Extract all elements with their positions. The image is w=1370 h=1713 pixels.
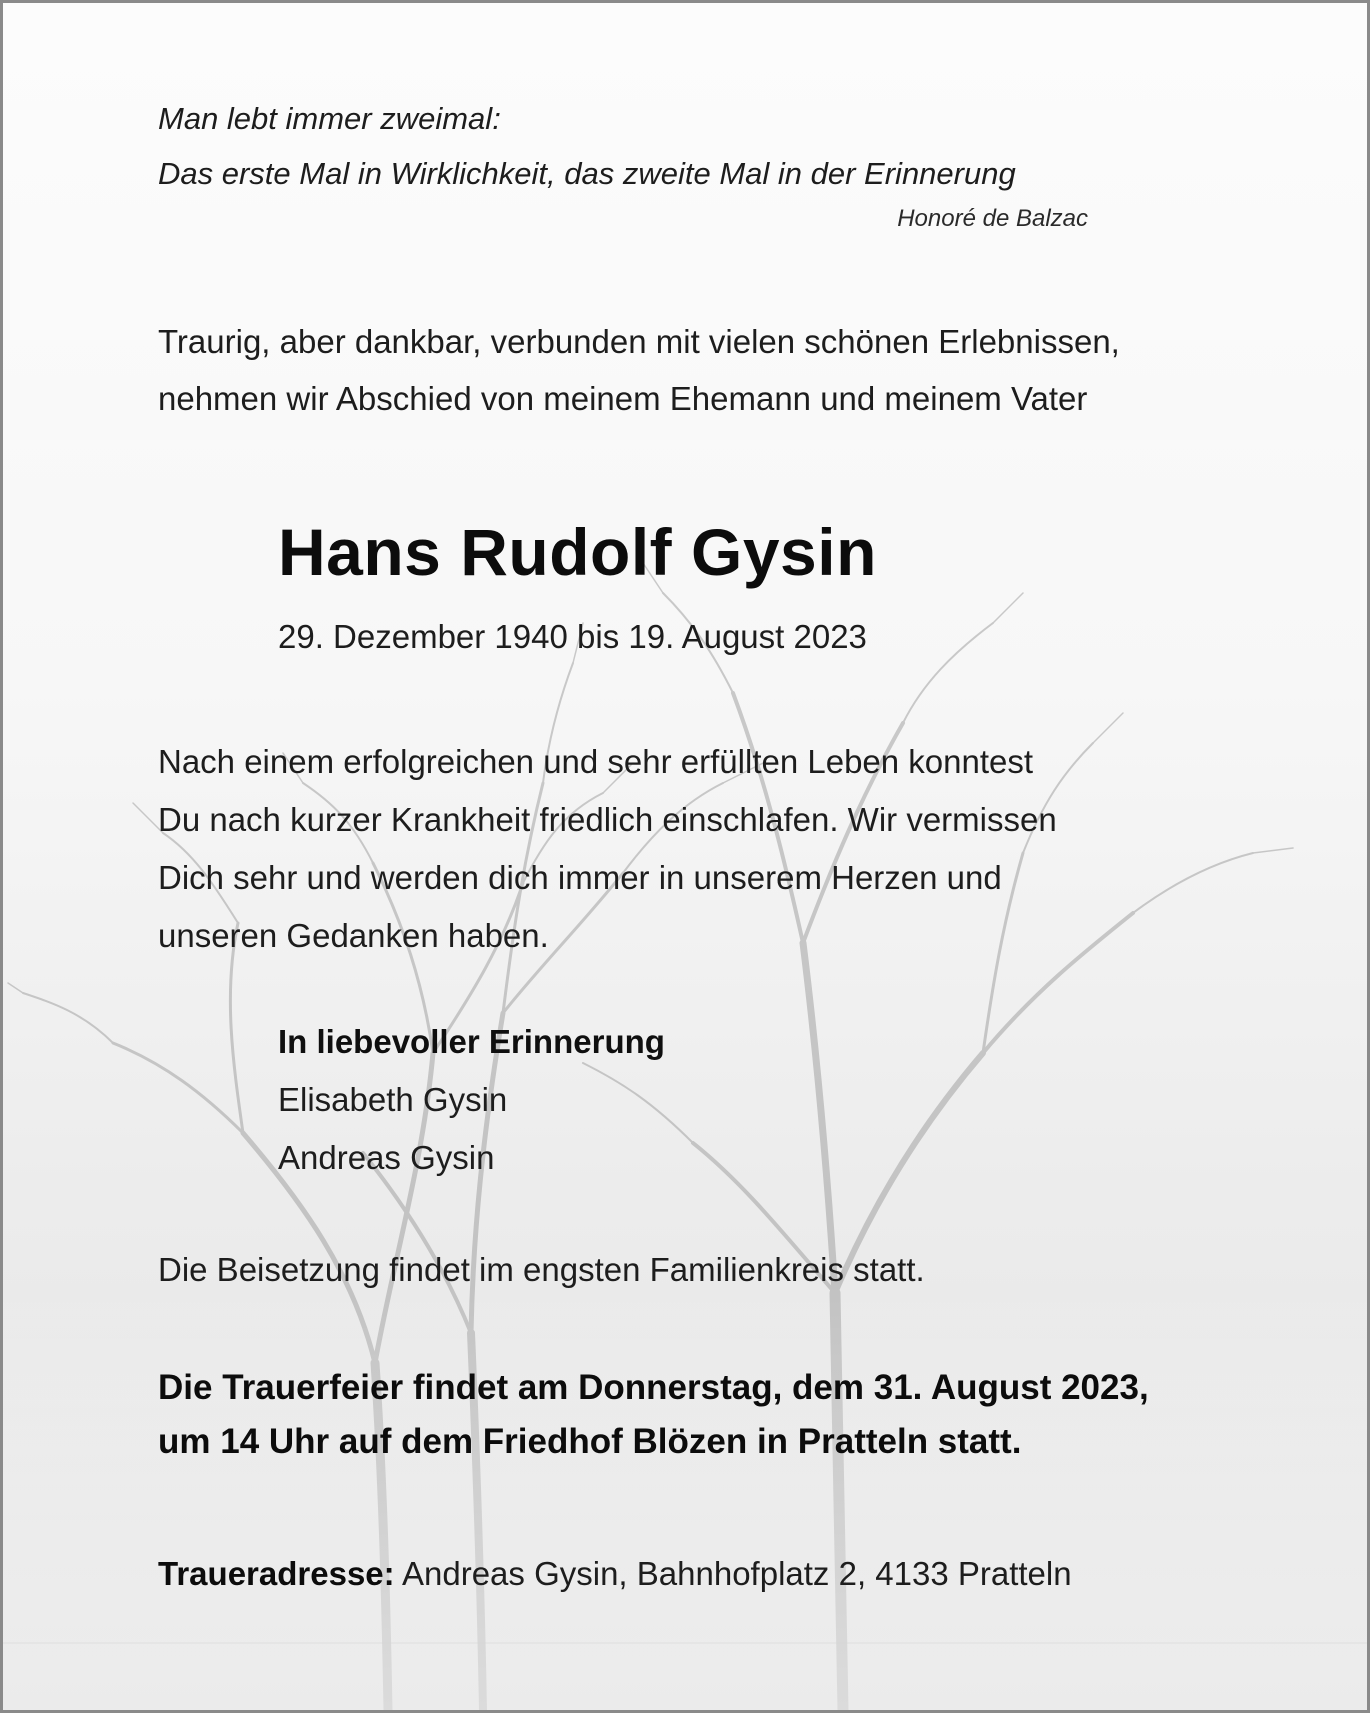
signoff-heading: In liebevoller Erinnerung	[278, 1023, 665, 1060]
mourner-name-1: Elisabeth Gysin	[278, 1081, 508, 1118]
mourner-name-2: Andreas Gysin	[278, 1139, 495, 1176]
mourning-address	[158, 1555, 1072, 1593]
burial-notice: Die Beisetzung findet im engsten Familienkreis statt.	[158, 1251, 925, 1288]
quote-line-2: Das erste Mal in Wirklichkeit, das zweite Mal in der Erinnerung	[158, 156, 1016, 191]
address-value: Andreas Gysin, Bahnhofplatz 2, 4133 Pratteln	[402, 1555, 1072, 1592]
mourners-signoff	[278, 1013, 665, 1187]
epigraph-quote	[158, 91, 1016, 201]
address-label: Traueradresse:	[158, 1555, 395, 1592]
ceremony-notice	[158, 1361, 1149, 1469]
message-line-3: Dich sehr und werden dich immer in unserem Herzen und	[158, 859, 1002, 896]
message-line-2: Du nach kurzer Krankheit friedlich einschlafen. Wir vermissen	[158, 801, 1057, 838]
farewell-message	[158, 733, 1057, 965]
life-dates: 29. Dezember 1940 bis 19. August 2023	[278, 618, 867, 655]
intro-line-1: Traurig, aber dankbar, verbunden mit vielen schönen Erlebnissen,	[158, 323, 1120, 360]
quote-author: Honoré de Balzac	[897, 205, 1088, 232]
deceased-name: Hans Rudolf Gysin	[278, 515, 877, 589]
message-line-1: Nach einem erfolgreichen und sehr erfüllten Leben konntest	[158, 743, 1034, 780]
intro-line-2: nehmen wir Abschied von meinem Ehemann und meinem Vater	[158, 380, 1088, 417]
obituary-content	[3, 3, 1367, 1710]
ceremony-line-2: um 14 Uhr auf dem Friedhof Blözen in Pratteln statt.	[158, 1422, 1022, 1461]
intro-text	[158, 313, 1120, 427]
ceremony-line-1: Die Trauerfeier findet am Donnerstag, dem 31. August 2023,	[158, 1368, 1149, 1407]
quote-line-1: Man lebt immer zweimal:	[158, 101, 501, 136]
message-line-4: unseren Gedanken haben.	[158, 917, 549, 954]
